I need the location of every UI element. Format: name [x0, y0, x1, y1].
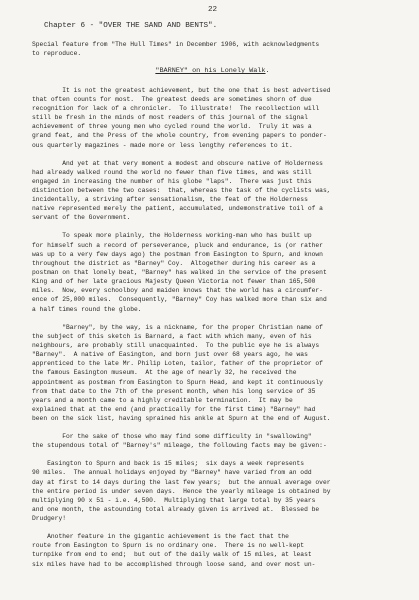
text-line: to reproduce. [32, 50, 82, 58]
text-line: Special feature from "The Hull Times" in December 1906, with acknowledgments [32, 41, 320, 48]
paragraph [32, 159, 393, 223]
paragraph [32, 459, 393, 523]
paragraph [32, 86, 393, 150]
text-line: postman on that lonely beat, "Barney" has walked in the service of the present [32, 269, 327, 277]
paragraph [32, 323, 393, 424]
text-line: grand feat, and the Press of the whole country, from evening papers to ponder- [32, 132, 327, 140]
text-line: and one month, the astounding total already given is arrived at. Blessed be [32, 506, 320, 513]
text-line: the famous Easington museum. At the age of nearly 32, he received the [32, 369, 297, 377]
text-line: native represented merely the patient, accumulated, undemonstrative toil of a [32, 205, 323, 213]
text-line: Easington to Spurn and back is 15 miles; six days a week represents [32, 460, 305, 468]
text-line: distinction between the two cases: that, whereas the task of the cyclists was, [32, 186, 331, 194]
text-line: recognition for lack of a chronicler. To illustrate! The recollection will [32, 104, 320, 112]
text-line: multiplying 90 x 51 - i.e. 4,500. Multiplying that large total by 35 years [32, 496, 316, 504]
text-line: from that date to the 7th of the present month, when his long service of 35 [32, 387, 316, 395]
page-number: 22 [207, 6, 218, 14]
text-line: six miles have had to be accomplished through loose sand, and over most un- [32, 560, 316, 568]
intro-note [32, 40, 393, 58]
paragraph [32, 432, 393, 450]
text-line: "Barney". A native of Easington, and born just over 68 years ago, he was [32, 351, 308, 359]
text-line: turnpike from end to end; but out of the daily walk of 15 miles, at least [32, 551, 312, 559]
text-line: the subject of this sketch is Barnard, a fact with which many, even of his [32, 332, 312, 340]
text-line: neighbours, are probably still unacquainted. To the public eye he is always [32, 341, 320, 349]
text-line: a half times round the globe. [32, 305, 142, 313]
text-line: the stupendous total of "Barney's" mileage, the following facts may be given:- [32, 442, 327, 450]
text-line: the entire period is under seven days. Hence the yearly mileage is obtained by [32, 487, 331, 495]
article-title-underlined: "BARNEY" on his Lonely Walk [155, 67, 266, 76]
text-line: achievement of three young men who cycled round the world. Truly it was a [32, 123, 312, 131]
article-body [32, 86, 393, 569]
text-line: engaged in increasing the number of his globe "laps". There was just this [32, 177, 312, 185]
text-line: apprenticed to the late Mr. Philip Loten, tailor, father of the proprietor of [32, 360, 323, 368]
text-line: servant of the Government. [32, 214, 131, 222]
text-line: appointment as postman from Easington to Spurn Head, and kept it continuously [32, 378, 323, 386]
text-line: incidentally, a striving after sensationalism, the feat of the Holderness [32, 196, 308, 204]
text-line: It is not the greatest achievement, but the one that is best advertised [32, 86, 331, 94]
article-title [32, 67, 393, 76]
text-line: years and a month came to a highly creditable termination. It may be [32, 396, 293, 404]
text-line: day at first to 14 days during the last few years; but the annual average over [32, 478, 331, 486]
text-line: To speak more plainly, the Holderness working-man who has built up [32, 232, 312, 240]
text-line: explained that at the end (and practically for the first time) "Barney" had [32, 406, 316, 413]
text-line: Another feature in the gigantic achievement is the fact that the [32, 533, 289, 541]
text-line: been on the sick list, having sprained his ankle at Spurn at the end of August. [32, 415, 331, 423]
paragraph [32, 532, 393, 569]
text-line: "Barney", by the way, is a nickname, for the proper Christian name of [32, 323, 323, 331]
text-line: route from Easington to Spurn is no ordinary one. There is no well-kept [32, 542, 305, 550]
text-line: miles. Now, every schoolboy and maiden knows that the world has a circumfer- [32, 287, 323, 295]
text-line: for himself such a record of perseverance, pluck and endurance, is (or rather [32, 241, 323, 249]
text-line: had already walked round the world no fewer than five times, and was still [32, 168, 312, 176]
text-line: ence of 25,000 miles. Consequently, "Barney" Coy has walked more than six and [32, 296, 327, 304]
text-line: 90 miles. The annual holidays enjoyed by "Barney" have varied from an odd [32, 469, 312, 477]
text-line: Drudgery! [32, 515, 67, 523]
text-line: King and of her late gracious Majesty Queen Victoria not fewer than 165,500 [32, 278, 316, 286]
text-line: throughout the district as "Barney" Coy. Altogether during his career as a [32, 259, 316, 267]
text-line: And yet at that very moment a modest and obscure native of Holderness [32, 159, 323, 167]
article-title-trailing: . [265, 67, 270, 76]
text-line: that often counts for most. The greatest deeds are sometimes shorn of due [32, 95, 312, 103]
text-line: ous quarterly magazines - made more or less lengthy references to it. [32, 141, 293, 149]
text-line: For the sake of those who may find some difficulty in "swallowing" [32, 433, 312, 441]
text-line: still be fresh in the minds of most readers of this journal of the signal [32, 114, 308, 122]
text-line: was up to a very few days ago) the postman from Easington to Spurn, and known [32, 250, 323, 258]
chapter-heading: Chapter 6 - "OVER THE SAND AND BENTS". [44, 22, 218, 30]
paragraph [32, 231, 393, 313]
